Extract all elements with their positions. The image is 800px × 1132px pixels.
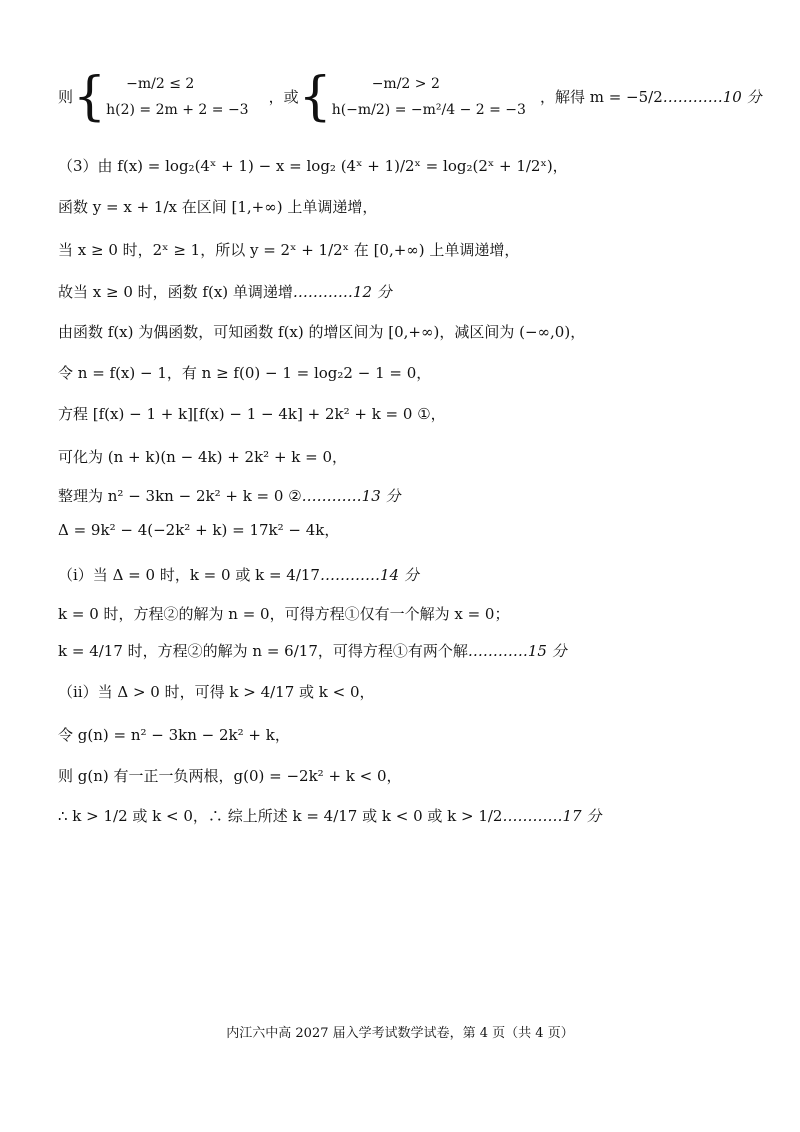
line-2: （3）由 f(x) = log₂(4ˣ + 1) − x = log₂ (4ˣ + 1)/2ˣ = log₂(2ˣ + 1/2ˣ)， [58,157,568,175]
system-1 [106,71,248,123]
score-10: …………10 分 [662,88,762,106]
left-brace-2: { [298,67,332,127]
line-15: （ⅱ）当 Δ > 0 时，可得 k > 4/17 或 k < 0， [58,683,375,701]
line-11: Δ = 9k² − 4(−2k² + k) = 17k² − 4k， [58,521,340,539]
line-14-text: k = 4/17 时，方程②的解为 n = 6/17，可得方程①有两个解 [58,642,468,660]
or-text: ，或 [268,88,299,106]
system-2 [332,71,526,123]
line-12 [58,565,419,585]
line-5 [58,282,392,302]
line-18 [58,806,601,826]
system-1-row-2: h(2) = 2m + 2 = −3 [106,102,249,118]
line-3: 函数 y = x + 1/x 在区间 [1,+∞) 上单调递增， [58,198,378,216]
line-12-text: （ⅰ）当 Δ = 0 时，k = 0 或 k = 4/17 [58,566,320,584]
line-4: 当 x ≥ 0 时，2ˣ ≥ 1，所以 y = 2ˣ + 1/2ˣ 在 [0,+∞) 上单调递增， [58,241,520,259]
line-9: 可化为 (n + k)(n − 4k) + 2k² + k = 0， [58,448,348,466]
score-17: …………17 分 [502,807,602,825]
line-8: 方程 [f(x) − 1 + k][f(x) − 1 − 4k] + 2k² + k = 0 ①， [58,405,446,423]
line-14 [58,641,567,661]
line-1 [58,62,762,132]
system-1-row-1: −m/2 ≤ 2 [126,76,195,92]
score-14: …………14 分 [319,566,419,584]
system-2-row-1: −m/2 > 2 [371,76,440,92]
score-13: …………13 分 [301,487,401,505]
line-18-text: ∴ k > 1/2 或 k < 0，∴ 综上所述 k = 4/17 或 k < 0 或 k > 1/2 [58,807,503,825]
line-6: 由函数 f(x) 为偶函数，可知函数 f(x) 的增区间为 [0,+∞)，减区间为 (−∞,0)， [58,323,586,341]
line-17: 则 g(n) 有一正一负两根，g(0) = −2k² + k < 0， [58,767,402,785]
line-10-text: 整理为 n² − 3kn − 2k² + k = 0 ② [58,487,302,505]
line-5-text: 故当 x ≥ 0 时，函数 f(x) 单调递增 [58,283,293,301]
line-13: k = 0 时，方程②的解为 n = 0，可得方程①仅有一个解为 x = 0； [58,605,510,623]
line-7: 令 n = f(x) − 1，有 n ≥ f(0) − 1 = log₂2 − 1 = 0， [58,364,432,382]
solution-text: ，解得 m = −5/2 [539,88,663,106]
line-16: 令 g(n) = n² − 3kn − 2k² + k， [58,726,290,744]
score-15: …………15 分 [467,642,567,660]
page-footer: 内江六中高 2027 届入学考试数学试卷，第 4 页（共 4 页） [226,1026,574,1041]
then-text: 则 [58,88,74,106]
system-2-row-2: h(−m/2) = −m²/4 − 2 = −3 [331,102,526,118]
left-brace-1: { [73,67,107,127]
score-12: …………12 分 [292,283,392,301]
line-10 [58,486,401,506]
